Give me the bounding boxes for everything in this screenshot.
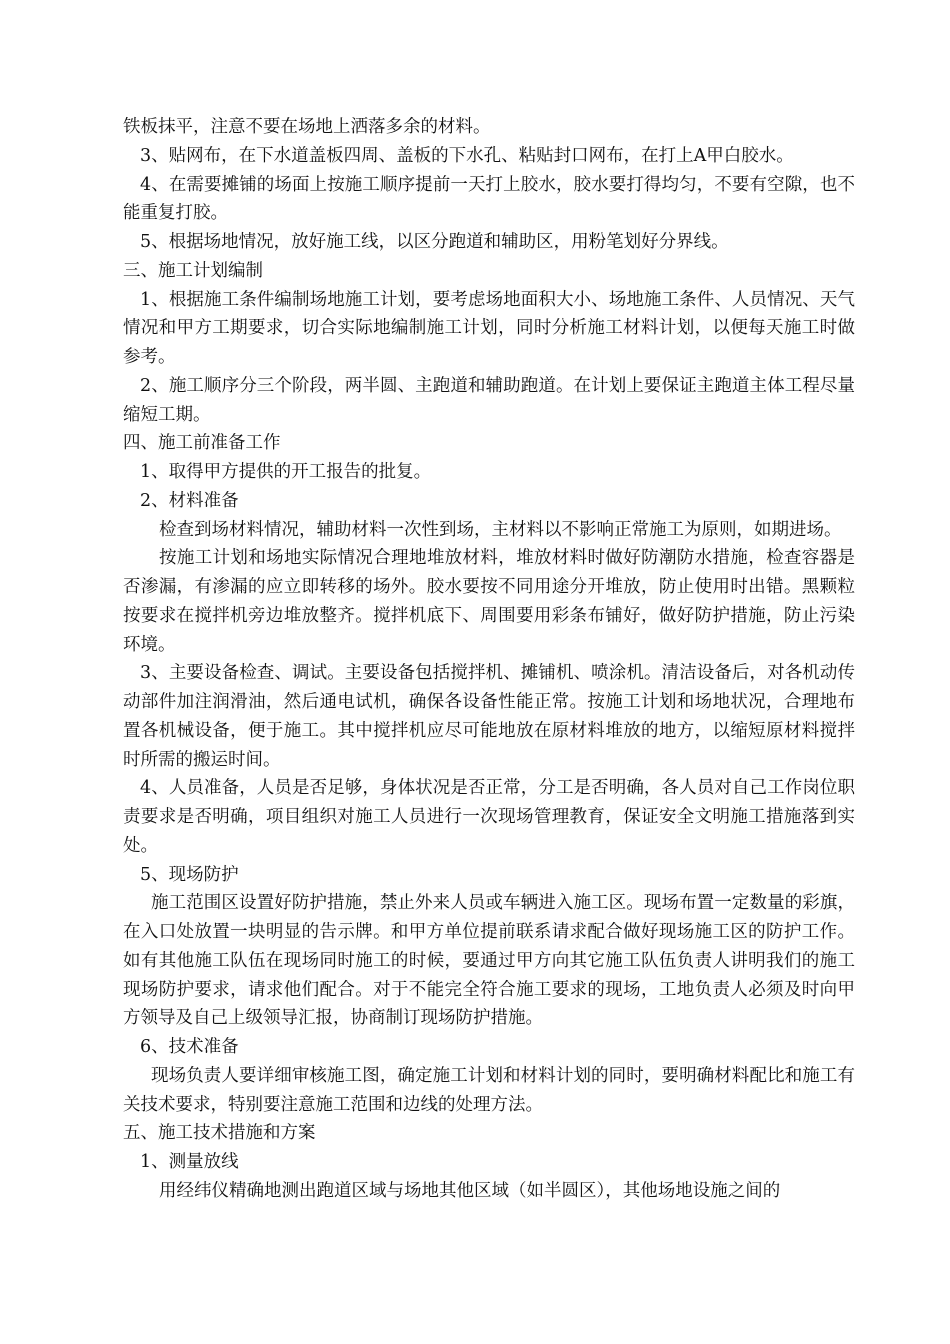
section-heading: 四、施工前准备工作	[123, 433, 281, 454]
document-body	[123, 113, 855, 1206]
list-item: 2、施工顺序分三个阶段，两半圆、主跑道和辅助跑道。在计划上要保证主跑道主体工程尽量缩短工期。	[123, 375, 855, 425]
list-item: 4、在需要摊铺的场面上按施工顺序提前一天打上胶水，胶水要打得均匀，不要有空隙，也不能重复打胶。	[123, 174, 855, 224]
list-item: 4、人员准备，人员是否足够，身体状况是否正常，分工是否明确，各人员对自己工作岗位职责要求是否明确，项目组织对施工人员进行一次现场管理教育，保证安全文明施工措施落到实处。	[123, 778, 855, 856]
subsection-heading: 6、技术准备	[140, 1037, 239, 1057]
list-item: 5、根据场地情况，放好施工线，以区分跑道和辅助区，用粉笔划好分界线。	[140, 232, 729, 252]
subsection-heading: 5、现场防护	[140, 864, 239, 885]
subsection-heading: 2、材料准备	[140, 490, 239, 511]
list-item: 1、根据施工条件编制场地施工计划，要考虑场地面积大小、场地施工条件、人员情况、天气情况和甲方工期要求，切合实际地编制施工计划，同时分析施工材料计划，以便每天施工时做参考。	[123, 289, 855, 367]
subsection-heading: 1、测量放线	[140, 1152, 239, 1172]
paragraph: 现场负责人要详细审核施工图，确定施工计划和材料计划的同时，要明确材料配比和施工有关技术要求，特别要注意施工范围和边线的处理方法。	[123, 1065, 855, 1115]
list-item: 3、主要设备检查、调试。主要设备包括搅拌机、摊铺机、喷涂机。清洁设备后，对各机动传动部件加注润滑油，然后通电试机，确保各设备性能正常。按施工计划和场地状况，合理地布置各机械设备，便于施工。其中搅拌机应尽可能地放在原材料堆放的地方，以缩短原材料搅拌时所需的搬运时间。	[123, 663, 855, 770]
paragraph: 施工范围区设置好防护措施，禁止外来人员或车辆进入施工区。现场布置一定数量的彩旗，在入口处放置一块明显的告示牌。和甲方单位提前联系请求配合做好现场施工区的防护工作。如有其他施工队伍在现场同时施工的时候，要通过甲方向其它施工队伍负责人讲明我们的施工现场防护要求，请求他们配合。对于不能完全符合施工要求的现场，工地负责人必须及时向甲方领导及自己上级领导汇报，协商制订现场防护措施。	[123, 893, 855, 1029]
paragraph: 用经纬仪精确地测出跑道区域与场地其他区域（如半圆区），其他场地设施之间的	[159, 1180, 781, 1201]
list-item: 3、贴网布，在下水道盖板四周、盖板的下水孔、粘贴封口网布，在打上A甲白胶水。	[140, 145, 794, 166]
paragraph: 铁板抹平，注意不要在场地上洒落多余的材料。	[123, 117, 491, 137]
paragraph: 检查到场材料情况，辅助材料一次性到场，主材料以不影响正常施工为原则，如期进场。	[159, 519, 842, 540]
list-item: 1、取得甲方提供的开工报告的批复。	[140, 462, 432, 482]
section-heading: 三、施工计划编制	[123, 260, 263, 281]
paragraph: 按施工计划和场地实际情况合理地堆放材料，堆放材料时做好防潮防水措施，检查容器是否渗漏，有渗漏的应立即转移的场外。胶水要按不同用途分开堆放，防止使用时出错。黑颗粒按要求在搅拌机旁边堆放整齐。搅拌机底下、周围要用彩条布铺好，做好防护措施，防止污染环境。	[123, 548, 855, 655]
section-heading: 五、施工技术措施和方案	[123, 1123, 316, 1144]
